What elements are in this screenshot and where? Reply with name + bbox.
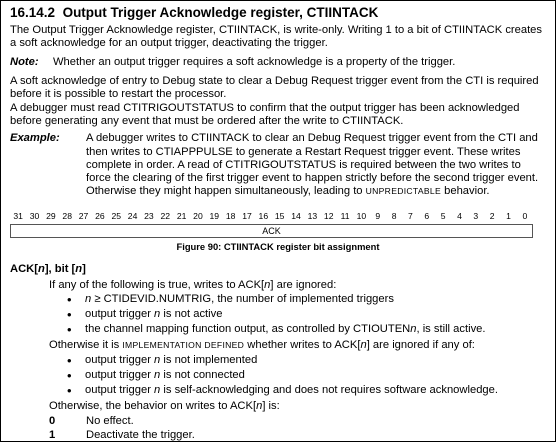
condition-2-c: ] are ignored if any of: [366, 339, 475, 351]
condition-2-var: n [360, 339, 367, 351]
list1-item-3-pre: the channel mapping function output, as controlled by CTIOUTEN [85, 323, 411, 335]
bit-number: 6 [424, 211, 430, 221]
bit-number: 17 [242, 211, 252, 221]
bit-number: 30 [29, 211, 40, 221]
field-heading-end: ] [82, 263, 86, 275]
condition-3-a: Otherwise, the behavior on writes to ACK[ [49, 400, 257, 412]
bit-number: 10 [356, 211, 367, 221]
list1-item-3-post: , is still active. [416, 323, 486, 335]
bullet-icon: • [67, 368, 72, 383]
example-line-4: force the clearing of the first trigger event to happen strictly before the second trigger event. [86, 172, 539, 184]
bit-number: 2 [489, 211, 495, 221]
list2-item-3-var: n [154, 384, 161, 396]
list2-item-3 [85, 384, 498, 397]
bit-number: 5 [440, 211, 446, 221]
condition-2-a: Otherwise it is [49, 339, 123, 351]
list1-item-2-post: is not active [160, 308, 223, 320]
example-line-5-prefix: Otherwise they might happen simultaneously, leading to [86, 185, 366, 197]
bit-number: 22 [160, 211, 171, 221]
list1-item-2-var: n [154, 308, 161, 320]
ack-field-label: ACK [262, 226, 281, 236]
example-label: Example: [10, 132, 60, 144]
intro-line-1: The Output Trigger Acknowledge register, CTIINTACK, is write-only. Writing 1 to a bit of CTIINTACK creates [10, 24, 543, 36]
note-text: Whether an output trigger requires a soft acknowledge is a property of the trigger. [53, 56, 456, 68]
condition-1 [49, 279, 336, 292]
example-line-3: complete in order. A read of CTITRIGOUTSTATUS is required between the two writes to [86, 159, 521, 171]
bit-number: 1 [506, 211, 511, 221]
list1-item-1 [85, 293, 394, 306]
list2-item-3-post: is self-acknowledging and does not requires software acknowledge. [160, 384, 498, 396]
condition-1-a: If any of the following is true, writes to ACK[ [49, 279, 265, 291]
bit-number: 21 [176, 211, 187, 221]
field-heading [10, 263, 86, 275]
bit-number: 24 [127, 211, 138, 221]
bit-number: 28 [62, 211, 72, 221]
bit-number: 11 [340, 211, 350, 221]
bit-number: 19 [209, 211, 220, 221]
list1-item-3 [85, 323, 486, 336]
bit-number-row [10, 210, 533, 222]
list1-item-2 [85, 308, 222, 321]
list2-item-1 [85, 354, 257, 367]
bit-number: 14 [291, 211, 301, 221]
example-line-1: A debugger writes to CTIINTACK to clear an Debug Request trigger event from the CTI and [86, 132, 538, 144]
list1-item-2-pre: output trigger [85, 308, 155, 320]
list2-item-2-post: is not connected [160, 369, 245, 381]
para1-line-1: A soft acknowledge of entry to Debug state to clear a Debug Request trigger event from the CTI is required [10, 75, 539, 87]
bit-number: 8 [391, 211, 397, 221]
bit-number: 16 [258, 211, 269, 221]
field-heading-mid: ], bit [ [44, 263, 76, 275]
bit-number: 18 [225, 211, 236, 221]
bit-number: 29 [46, 211, 56, 221]
condition-2-b: whether writes to ACK[ [244, 339, 361, 351]
value-code-0: 0 [49, 415, 56, 427]
implementation-defined-term: IMPLEMENTATION DEFINED [122, 340, 245, 350]
list2-item-1-var: n [154, 354, 161, 366]
list2-item-1-post: is not implemented [160, 354, 258, 366]
bit-number: 9 [375, 211, 381, 221]
example-line-5 [86, 185, 490, 198]
bullet-icon: • [67, 353, 72, 368]
bit-number: 25 [111, 211, 122, 221]
bit-number: 15 [274, 211, 285, 221]
value-desc-1: Deactivate the trigger. [86, 429, 195, 441]
example-line-5-suffix: behavior. [441, 185, 490, 197]
value-desc-0: No effect. [86, 415, 134, 427]
bit-number: 3 [473, 211, 479, 221]
para2-line-1: A debugger must read CTITRIGOUTSTATUS to confirm that the output trigger has been acknowledged [10, 102, 520, 114]
field-heading-var2: n [75, 263, 83, 275]
para1-line-2: before it is possible to restart the processor. [10, 88, 227, 100]
field-heading-name: ACK[ [10, 263, 38, 275]
register-field-box [10, 224, 533, 238]
bit-number: 7 [408, 211, 413, 221]
bullet-icon: • [67, 383, 72, 398]
list1-item-1-var: n [85, 293, 92, 305]
para2-line-2: before generating any event that must be ordered after the write to CTIINTACK. [10, 115, 404, 127]
bullet-icon: • [67, 292, 72, 307]
list1-item-3-var: n [410, 323, 417, 335]
section-heading [10, 5, 378, 20]
bit-number: 13 [307, 211, 318, 221]
value-code-1: 1 [49, 429, 56, 441]
condition-2 [49, 339, 475, 352]
condition-1-var: n [264, 279, 271, 291]
condition-3-var: n [256, 400, 263, 412]
list1-item-1-post: ≥ CTIDEVID.NUMTRIG, the number of implemented triggers [91, 293, 394, 305]
example-line-2: then writes to CTIAPPPULSE to generate a Restart Request trigger event. These writes [86, 146, 521, 158]
bit-number: 20 [193, 211, 203, 221]
note-label: Note: [10, 56, 39, 68]
bit-number: 26 [95, 211, 105, 221]
figure-caption: Figure 90: CTIINTACK register bit assignment [176, 241, 380, 252]
bullet-icon: • [67, 307, 72, 322]
condition-3 [49, 400, 280, 413]
section-title: Output Trigger Acknowledge register, CTIINTACK [62, 5, 379, 20]
unpredictable-term: UNPREDICTABLE [365, 186, 442, 196]
list2-item-3-pre: output trigger [85, 384, 155, 396]
condition-3-b: ] is: [262, 400, 280, 412]
bit-number: 4 [457, 211, 462, 221]
bit-number: 0 [522, 211, 528, 221]
bit-number: 23 [144, 211, 154, 221]
bit-number: 27 [78, 211, 89, 221]
list2-item-2-pre: output trigger [85, 369, 155, 381]
bit-number: 31 [13, 211, 23, 221]
list2-item-1-pre: output trigger [85, 354, 155, 366]
bullet-icon: • [67, 322, 72, 337]
list2-item-2 [85, 369, 245, 382]
section-number: 16.14.2 [10, 5, 56, 20]
intro-line-2: a soft acknowledge for an output trigger, deactivating the trigger. [10, 37, 328, 49]
field-heading-var: n [37, 263, 45, 275]
list2-item-2-var: n [154, 369, 161, 381]
condition-1-b: ] are ignored: [270, 279, 337, 291]
bit-number: 12 [323, 211, 334, 221]
